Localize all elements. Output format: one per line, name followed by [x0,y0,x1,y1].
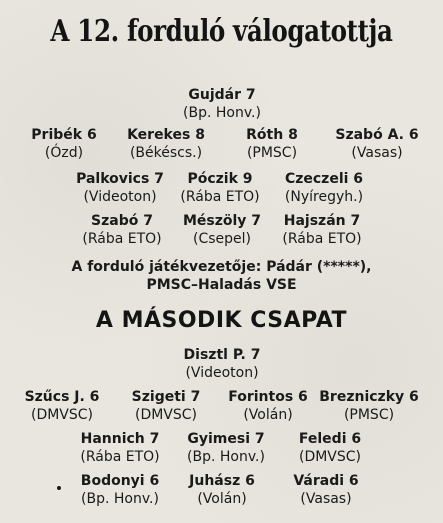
player-club: (Ózd) [44,145,84,161]
second-team-title: A MÁSODIK CSAPAT [95,308,348,333]
second-forward [81,472,159,508]
player-club: (Bp. Honv.) [187,449,265,465]
first-forward [183,212,261,248]
first-goalkeeper [183,86,261,122]
player-name: Palkovics 7 [76,171,164,187]
player-club: (Rába ETO) [80,449,160,465]
player-name: Kerekes 8 [127,127,205,143]
player-name: Póczik 9 [187,171,253,187]
second-forward [293,472,358,508]
player-name: Disztl P. 7 [183,347,261,363]
player-club: (Rába ETO) [282,231,362,247]
first-forward [82,212,161,248]
referee-line: A forduló játékvezetője: Pádár (*****), [71,259,372,275]
player-club: (Videoton) [185,365,259,381]
player-name: Gyimesi 7 [187,431,265,447]
player-club: (PMSC) [246,145,298,161]
player-club: (DMVSC) [30,407,94,423]
player-club: (Vasas) [351,145,403,161]
second-defender [132,388,201,424]
ink-speck [57,486,61,490]
player-club: (PMSC) [343,407,395,423]
player-name: Bodonyi 6 [80,473,160,489]
first-forward [282,212,361,248]
player-club: (Békéscs.) [129,145,203,161]
player-name: Czeczeli 6 [284,171,364,187]
player-name: Juhász 6 [189,473,255,489]
player-name: Pribék 6 [31,127,97,143]
player-name: Szűcs J. 6 [24,389,100,405]
player-club: (DMVSC) [298,449,362,465]
first-defender [31,126,96,162]
second-defender [228,388,308,424]
player-name: Brezniczky 6 [319,389,419,405]
first-defender [335,126,418,162]
player-club: (DMVSC) [134,407,198,423]
player-club: (Volán) [197,491,247,507]
second-midfielder [80,430,159,466]
player-club: (Vasas) [300,491,352,507]
player-name: Mészöly 7 [182,213,262,229]
second-midfielder [187,430,265,466]
player-club: (Bp. Honv.) [81,491,159,507]
player-name: Váradi 6 [293,473,359,489]
first-midfielder [180,170,259,206]
player-club: (Csepel) [192,231,251,247]
first-midfielder [285,170,363,206]
player-name: Róth 8 [246,127,298,143]
second-defender [319,388,418,424]
second-defender [25,388,100,424]
player-club: (Volán) [243,407,293,423]
player-club: (Videoton) [83,189,157,205]
player-name: Forintos 6 [228,389,308,405]
player-name: Hannich 7 [80,431,160,447]
referee-match: PMSC–Haladás VSE [146,277,297,293]
player-club: (Nyíregyh.) [284,189,364,205]
second-forward [189,472,255,508]
player-name: Szabó A. 6 [335,127,419,143]
first-defender [246,126,298,162]
player-club: (Bp. Honv.) [183,105,261,121]
page-title: A 12. forduló válogatottja [50,14,393,49]
player-name: Szabó 7 [91,213,153,229]
first-defender [127,126,205,162]
player-name: Szigeti 7 [131,389,201,405]
second-goalkeeper [184,346,261,382]
player-name: Hajszán 7 [283,213,361,229]
player-club: (Rába ETO) [82,231,162,247]
player-name: Feledi 6 [298,431,362,447]
first-midfielder [76,170,164,206]
second-midfielder [299,430,361,466]
player-club: (Rába ETO) [180,189,260,205]
player-name: Gujdár 7 [188,87,256,103]
